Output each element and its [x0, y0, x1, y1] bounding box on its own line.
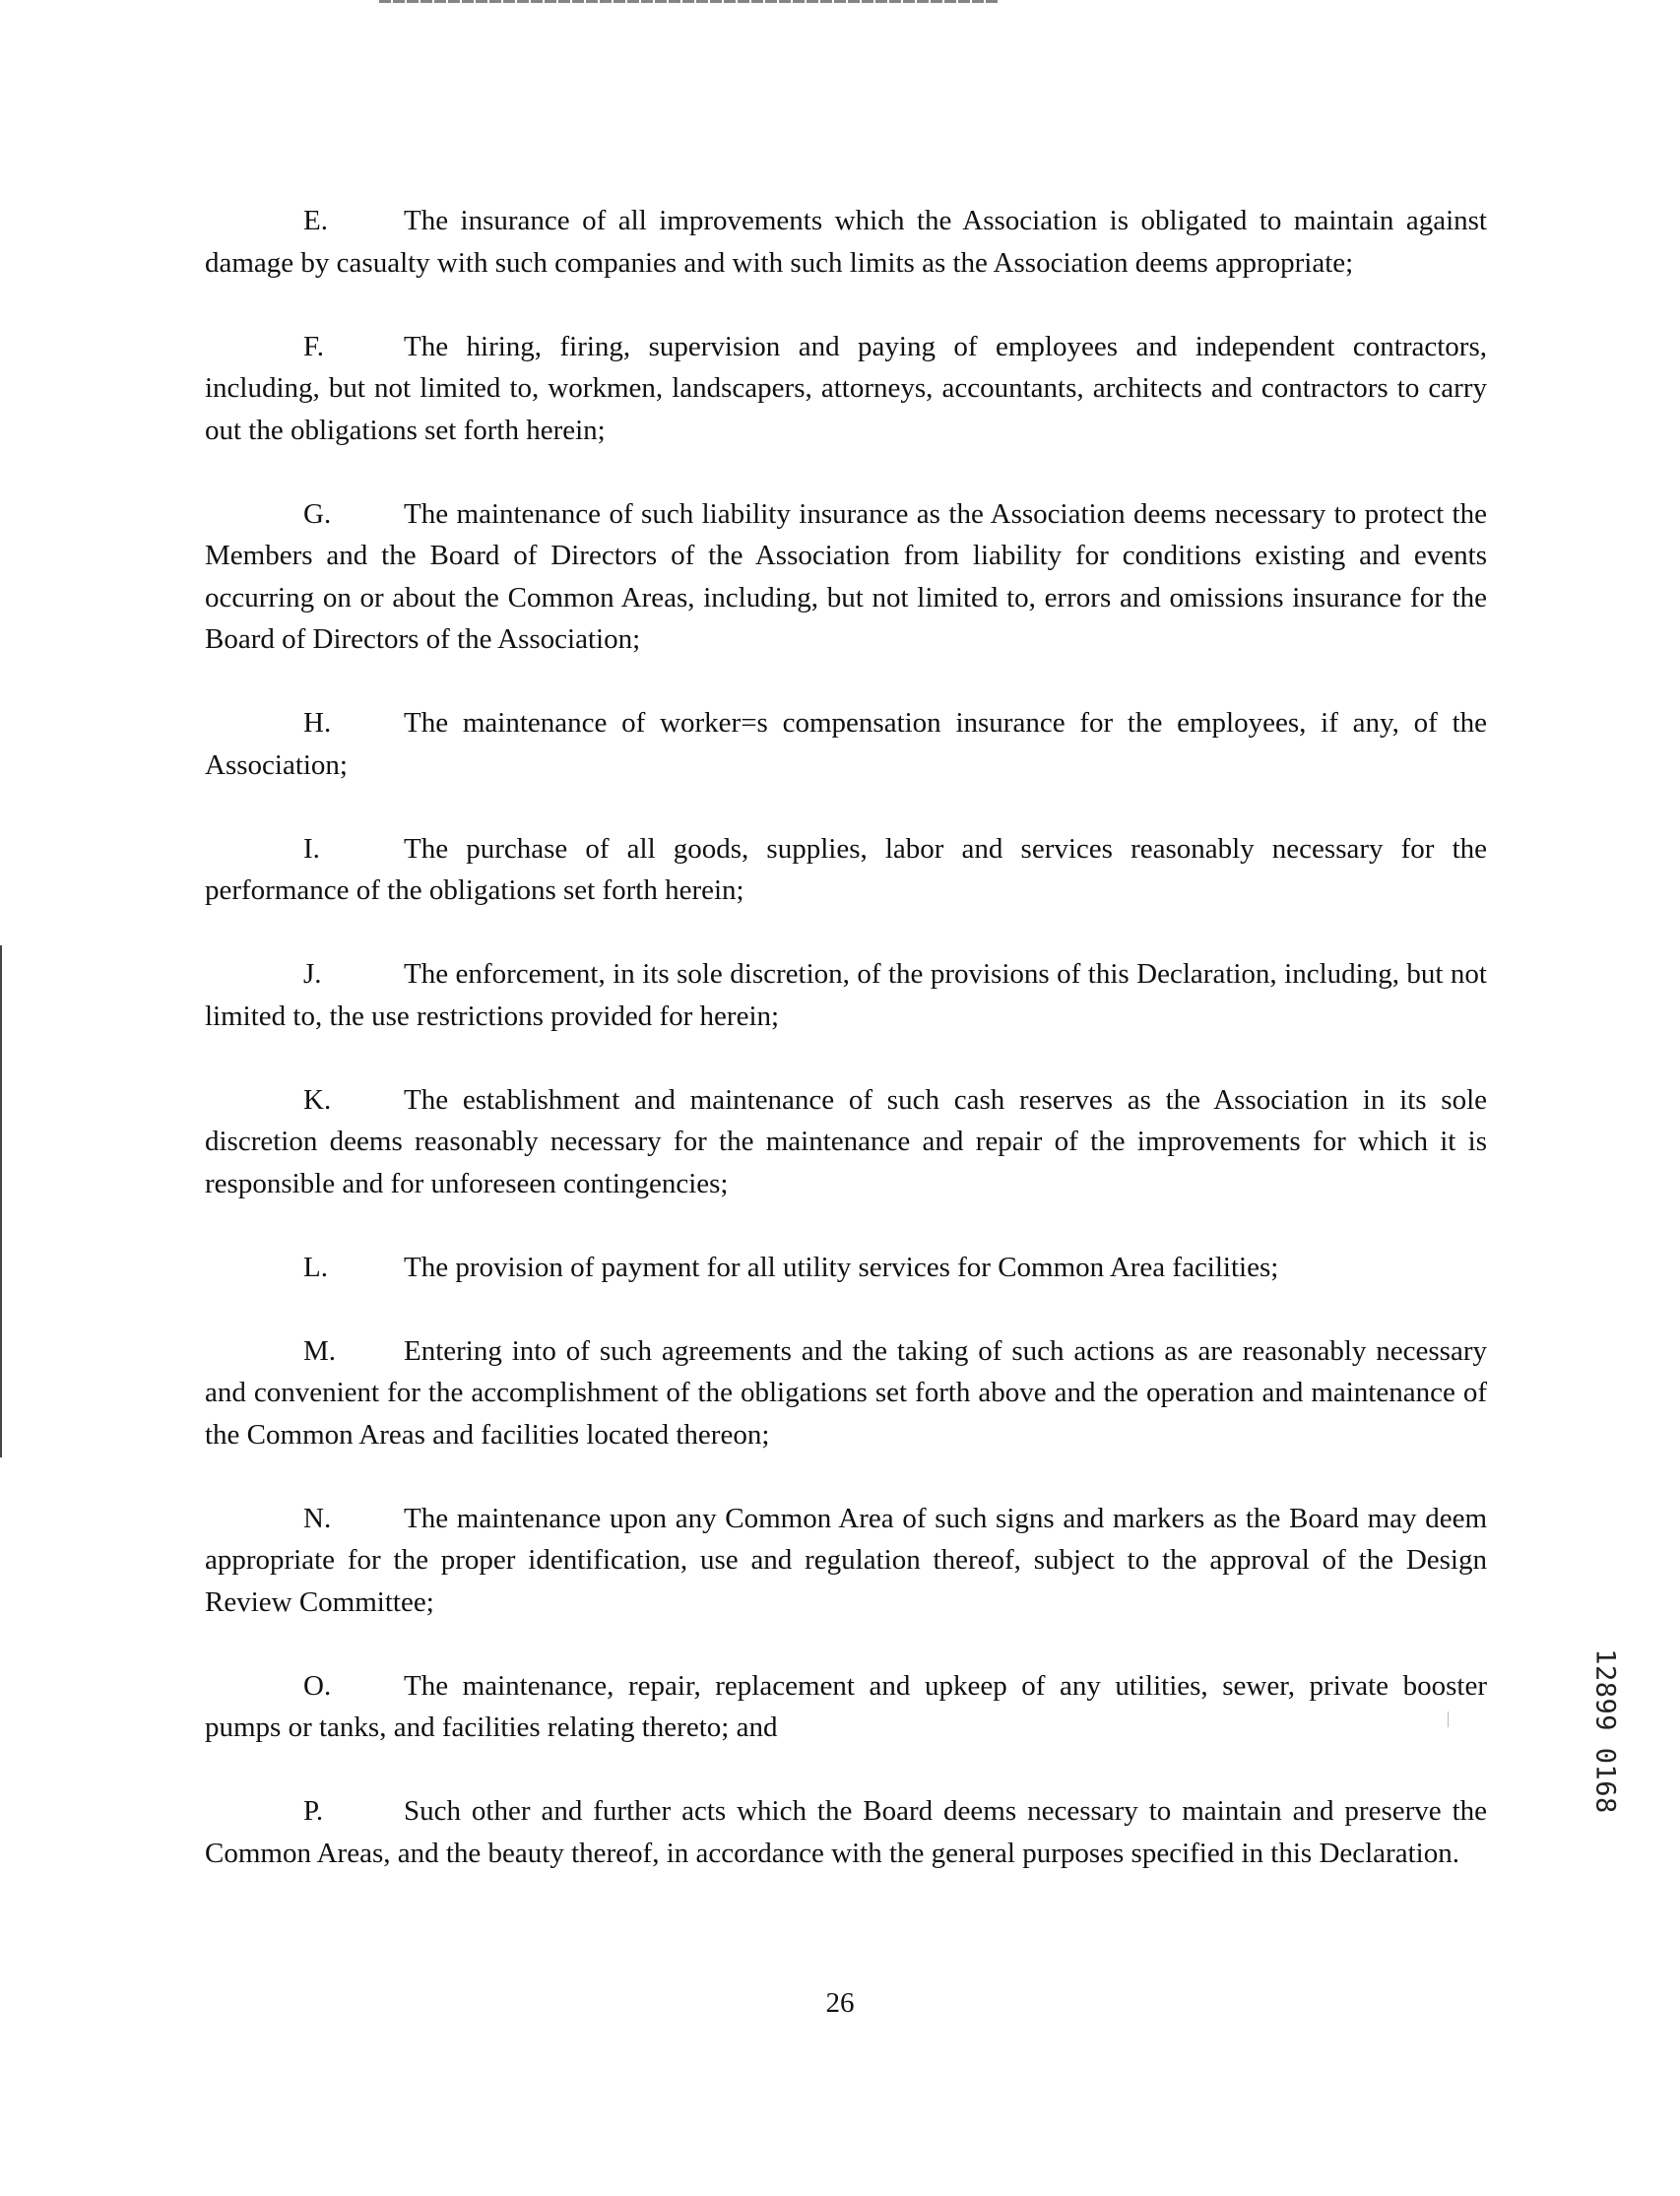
- recording-stamp: [1587, 1583, 1623, 1879]
- clause-h: [205, 702, 1487, 786]
- clause-letter: E.: [303, 205, 328, 236]
- clause-text: The enforcement, in its sole discretion, of the provisions of this Declaration, including, but not limited to, the use restrictions provided for herein;: [205, 958, 1487, 1032]
- clause-j: [205, 953, 1487, 1037]
- clause-letter: P.: [303, 1795, 324, 1827]
- clause-m: [205, 1330, 1487, 1456]
- clause-letter: H.: [303, 707, 332, 739]
- clause-text: The maintenance upon any Common Area of such signs and markers as the Board may deem appropriate for the proper identification, use and regulation thereof, subject to the approval of the Design Review Committee;: [205, 1502, 1487, 1618]
- clause-letter: K.: [303, 1083, 332, 1116]
- clause-n: [205, 1498, 1487, 1624]
- clause-letter: M.: [303, 1334, 337, 1367]
- clause-p: [205, 1790, 1487, 1874]
- clause-i: [205, 828, 1487, 912]
- clause-k: [205, 1079, 1487, 1205]
- clause-letter: L.: [303, 1251, 328, 1283]
- clause-letter: O.: [303, 1669, 332, 1702]
- scan-artifact-top-rule: [379, 0, 1000, 3]
- scan-artifact-left-edge: [0, 945, 2, 1457]
- clause-f: [205, 326, 1487, 452]
- recording-stamp-number: 12899 0168: [1589, 1648, 1621, 1814]
- clause-text: Such other and further acts which the Board deems necessary to maintain and preserve the Common Areas, and the beauty thereof, in accordance with the general purposes specified in this Declaration.: [205, 1795, 1487, 1869]
- clause-letter: I.: [303, 832, 320, 865]
- clause-text: The maintenance of worker=s compensation insurance for the employees, if any, of the Association;: [205, 707, 1487, 781]
- clause-text: The provision of payment for all utility services for Common Area facilities;: [404, 1251, 1279, 1283]
- clause-letter: J.: [303, 958, 322, 990]
- clause-letter: G.: [303, 497, 332, 530]
- clause-text: The hiring, firing, supervision and paying of employees and independent contractors, including, but not limited to, workmen, landscapers, attorneys, accountants, architects and contractors to carry out the obligations set forth herein;: [205, 330, 1487, 446]
- clause-l: [205, 1247, 1487, 1289]
- page-number: 26: [825, 1987, 855, 2019]
- clause-list: [205, 200, 1487, 1916]
- clause-g: [205, 493, 1487, 661]
- clause-o: [205, 1665, 1487, 1749]
- clause-text: The establishment and maintenance of such cash reserves as the Association in its sole discretion deems reasonably necessary for the maintenance and repair of the improvements for which it is responsible and for unforeseen contingencies;: [205, 1083, 1487, 1199]
- clause-text: Entering into of such agreements and the taking of such actions as are reasonably necessary and convenient for the accomplishment of the obligations set forth above and the operation and maintenance of the Common Areas and facilities located thereon;: [205, 1334, 1487, 1451]
- clause-text: The maintenance, repair, replacement and upkeep of any utilities, sewer, private booster pumps or tanks, and facilities relating thereto; and: [205, 1669, 1487, 1743]
- clause-e: [205, 200, 1487, 284]
- clause-letter: N.: [303, 1502, 332, 1534]
- clause-text: The maintenance of such liability insurance as the Association deems necessary to protect the Members and the Board of Directors of the Association from liability for conditions existing and events occurring on or about the Common Areas, including, but not limited to, errors and omissions insurance for the Board of Directors of the Association;: [205, 497, 1487, 655]
- clause-letter: F.: [303, 330, 325, 362]
- clause-text: The insurance of all improvements which the Association is obligated to maintain against damage by casualty with such companies and with such limits as the Association deems appropriate;: [205, 205, 1487, 279]
- clause-text: The purchase of all goods, supplies, labor and services reasonably necessary for the performance of the obligations set forth herein;: [205, 832, 1487, 906]
